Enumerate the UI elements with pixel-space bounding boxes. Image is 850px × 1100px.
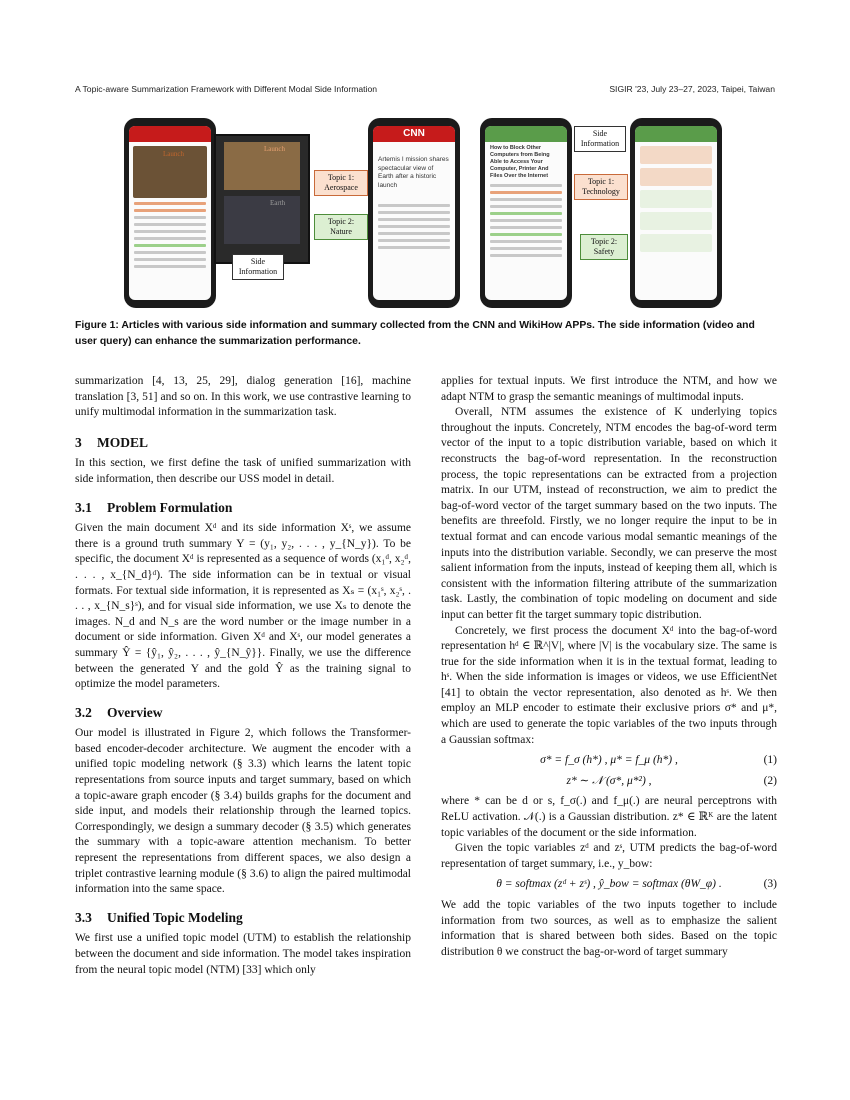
topic2-safety-callout: Topic 2: Safety [580, 234, 628, 260]
running-header-venue: SIGIR '23, July 23–27, 2023, Taipei, Taiwan [609, 84, 775, 94]
cnn-phone-left [124, 118, 216, 308]
topic1-technology-callout: Topic 1: Technology [574, 174, 628, 200]
wikihow-phone-right [630, 118, 722, 308]
figure-1 [118, 108, 738, 308]
wiki-step [640, 168, 712, 186]
section-3-2-heading: 3.2 Overview [75, 704, 163, 720]
section-3-1-text: Given the main document Xᵈ and its side information Xˢ, we assume there is a ground truth summary Y = (y₁, y₂, . . . , y_{N_y}). To be specific, the document Xᵈ is represented as a sequence of words (x₁ᵈ, x₂ᵈ, . . . , x_{N_d}ᵈ). The side information can be in textual or visual formats. For textual side information, it is represented as Xₛ = (x₁ˢ, x₂ˢ, . . . , x_{N_s}ˢ), and for visual side information, we use Xₛ to denote the images. N_d and N_s are the word number or the image number in a document or side information. Given Xᵈ and Xˢ, our model generates a summary Ŷ = {ŷ₁, ŷ₂, . . . , ŷ_{N_ŷ}}. Finally, we use the difference between the generated Y and the gold Ŷ as the training signal to optimize the model parameters. [75, 522, 411, 691]
cnn-logo: CNN [373, 126, 455, 142]
cnn-phone-right [368, 118, 460, 308]
wiki-step [640, 146, 712, 164]
side-information-callout-left: Side Information [232, 254, 284, 280]
wiki-step [640, 234, 712, 252]
launch-tag: Launch [163, 150, 184, 158]
section-3-heading: 3 MODEL [75, 434, 149, 450]
section-3-1-heading: 3.1 Problem Formulation [75, 499, 233, 515]
wikihow-phone-left [480, 118, 572, 308]
topic2-nature-callout: Topic 2: Nature [314, 214, 368, 240]
equation-1: σ* = f_σ (h*) , μ* = f_μ (h*) , (1) [540, 754, 777, 767]
paragraph: Overall, NTM assumes the existence of K underlying topics throughout the inputs. Concretely, NTM encodes the bag-of-word term vector of the input to a topic distribution variable, based on which it reconstructs the bag-of-word representation. In the reconstruction process, the topic representations can be extracted from a projection matrix. In our UTM, instead of reconstruction, we aim to predict the bag-of-word vector of the target summary based on the two inputs. The benefits are threefold. Firstly, we no longer require the input to be in textual format and can encode various modal semantic meanings of the inputs into the distribution variable. Secondly, we can preserve the most salient information from the inputs, instead of keeping them all, which is consistent with the information filtering attribute of the summarization task. Lastly, the combination of topic modeling on document and side input can better fit the target summary topic distribution. [441, 406, 777, 621]
section-3-text: In this section, we first define the task of unified summarization with side information, then describe our USS model in detail. [75, 457, 411, 485]
side-info-video [214, 134, 310, 264]
paragraph: We add the topic variables of the two inputs together to include information from two sources, as well as to emphasize the salient information that is shared between both sides. Based on the topic distribution θ we construct the bag-or-word of target summary [441, 899, 777, 958]
wiki-step [640, 212, 712, 230]
paragraph: Given the topic variables zᵈ and zˢ, UTM predicts the bag-of-word representation of target summary, i.e., y_bow: [441, 842, 777, 870]
video-frame-launch: Launch [224, 142, 300, 190]
figure-caption: Figure 1: Articles with various side information and summary collected from the CNN and WikiHow APPs. The side information (video and user query) can enhance the summarization performance. [75, 320, 755, 347]
paragraph: Concretely, we first process the document Xᵈ into the bag-of-word representation hᵈ ∈ ℝ^|V|, where |V| is the vocabulary size. The same is true for the side information when it is in the textual format, leading to hˢ. When the side information is images or videos, we use EfficientNet [41] to obtain the vector representation, also denoted as hˢ. We then employ an MLP encoder to estimate their exclusive priors σ* and μ*, which are used to generate the topic variables of the two inputs through a Gaussian softmax: [441, 624, 777, 746]
equation-3: θ = softmax (zᵈ + zˢ) , ŷ_bow = softmax (θW_φ) . (3) [496, 878, 777, 891]
paragraph: applies for textual inputs. We first introduce the NTM, and how we adapt NTM to grasp the semantic meanings of multimodal inputs. [441, 375, 777, 403]
side-information-callout-right: Side Information [574, 126, 626, 152]
wikihow-headline: How to Block Other Computers from Being Able to Access Your Computer, Printer And Files Over the Internet [490, 145, 550, 179]
cnn-headline: Artemis I mission shares spectacular view of Earth after a historic launch [378, 156, 449, 189]
topic1-aerospace-callout: Topic 1: Aerospace [314, 170, 368, 196]
left-column [75, 374, 411, 978]
right-column [441, 374, 777, 960]
running-header-title: A Topic-aware Summarization Framework with Different Modal Side Information [75, 84, 378, 94]
intro-paragraph: summarization [4, 13, 25, 29], dialog generation [16], machine translation [3, 51] and so on. In this work, we use contrastive learning to unify multimodal information in the summarization task. [75, 375, 411, 419]
rocket-launch-image [133, 146, 207, 198]
section-3-2-text: Our model is illustrated in Figure 2, which follows the Transformer-based encoder-decoder architecture. We augment the encoder with a unified topic modeling network (§ 3.3) which learns the latent topic representations from source inputs and target summary, based on which a topic-aware graph encoder (§ 3.4) builds graphs for the document and side input, and models their relationship through the learned topics. Correspondingly, we design a summary decoder (§ 3.5) which generates the summary with a topic-aware attention mechanism. To better represent the representations from different spaces, we also design a triplet contrastive learning module (§ 3.6) to align the paired multimodal information into the same space. [75, 727, 411, 896]
video-frame-earth: Earth [224, 196, 300, 244]
section-3-3-text: We first use a unified topic model (UTM) to establish the relationship between the document and side information. The model takes inspiration from the neural topic model (NTM) [33] which only [75, 932, 411, 976]
wiki-step [640, 190, 712, 208]
paragraph: where * can be d or s, f_σ(.) and f_μ(.) are neural perceptrons with ReLU activation. 𝒩(.) is a Gaussian distribution. z* ∈ ℝᴷ are the latent topic variables of the document or the side information. [441, 795, 777, 839]
equation-2: z* ∼ 𝒩 (σ*, μ*²) , (2) [566, 774, 777, 787]
section-3-3-heading: 3.3 Unified Topic Modeling [75, 909, 243, 925]
